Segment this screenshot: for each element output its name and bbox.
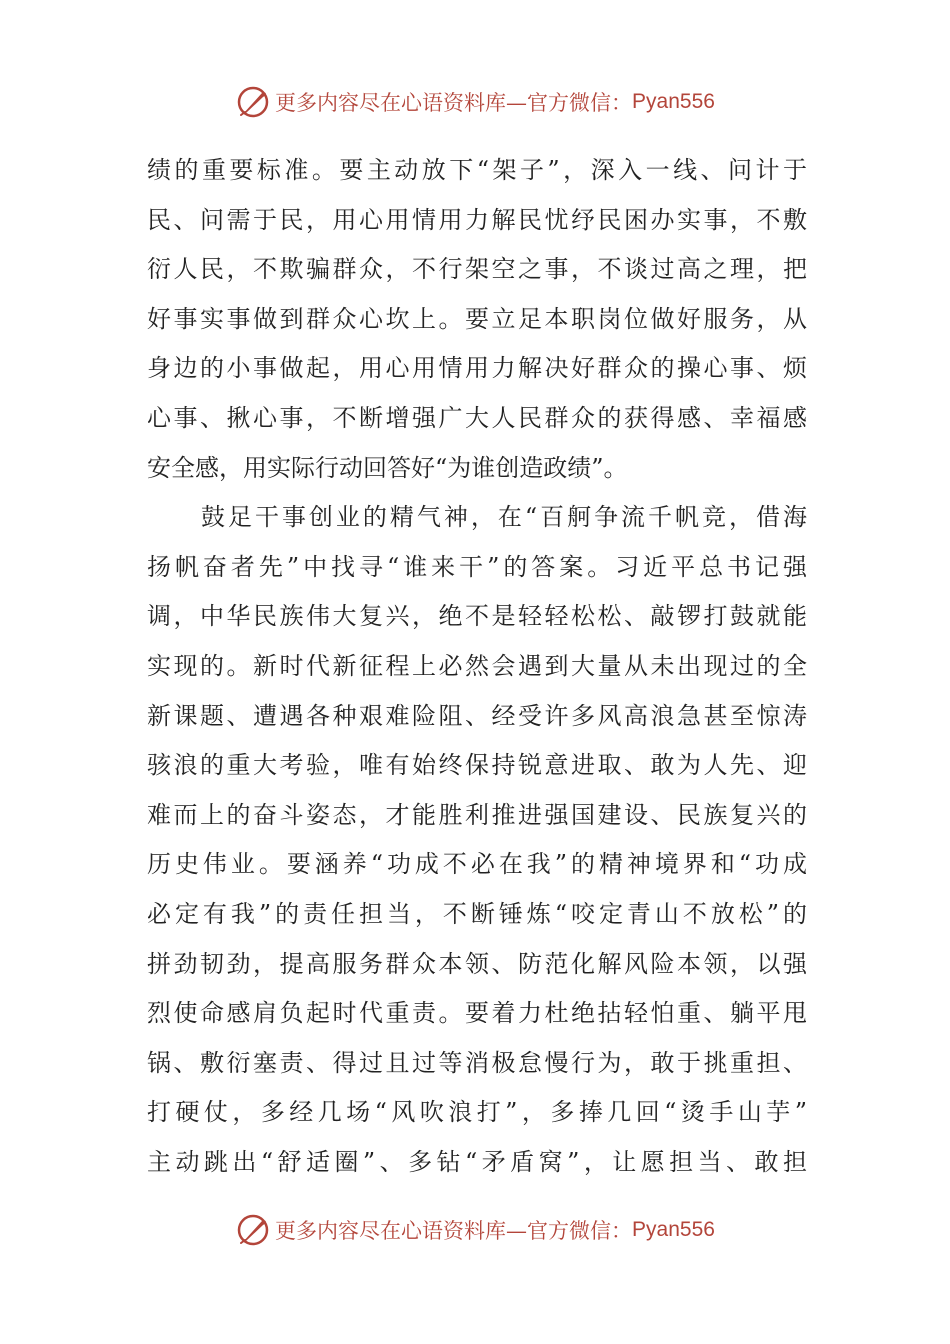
wechat-id: Pyan556 xyxy=(632,90,715,113)
text-line: 实现的。新时代新征程上必然会遇到大量从未出现过的全 xyxy=(147,651,807,680)
wechat-id: Pyan556 xyxy=(632,1218,715,1241)
text-line: 心事、揪心事，不断增强广大人民群众的获得感、幸福感 xyxy=(147,403,807,432)
banner-text: 更多内容尽在心语资料库—官方微信： xyxy=(275,91,633,115)
text-line: 难而上的奋斗姿态，才能胜利推进强国建设、民族复兴的 xyxy=(147,800,807,829)
text-line: 主动跳出“舒适圈”、多钻“矛盾窝”，让愿担当、敢担 xyxy=(147,1147,807,1176)
body-text xyxy=(147,146,807,1187)
text-line: 打硬仗，多经几场“风吹浪打”，多捧几回“烫手山芋” xyxy=(147,1098,807,1127)
text-line: 拼劲韧劲，提高服务群众本领、防范化解风险本领，以强 xyxy=(147,949,807,978)
text-line: 调，中华民族伟大复兴，绝不是轻轻松松、敲锣打鼓就能 xyxy=(147,602,807,631)
text-line: 绩的重要标准。要主动放下“架子”，深入一线、问计于 xyxy=(147,156,807,184)
text-line: 衍人民，不欺骗群众，不行架空之事，不谈过高之理，把 xyxy=(147,255,807,284)
pen-feather-logo-icon xyxy=(235,84,271,120)
text-line: 锅、敷衍塞责、得过且过等消极怠慢行为，敢于挑重担、 xyxy=(147,1048,807,1077)
pen-feather-logo-icon xyxy=(235,1212,271,1248)
header-banner xyxy=(0,82,950,122)
text-line: 扬帆奋者先”中找寻“谁来干”的答案。习近平总书记强 xyxy=(147,552,807,581)
text-line: 历史伟业。要涵养“功成不必在我”的精神境界和“功成 xyxy=(147,850,807,879)
banner-text: 更多内容尽在心语资料库—官方微信： xyxy=(275,1219,633,1243)
text-line: 身边的小事做起，用心用情用力解决好群众的操心事、烦 xyxy=(147,354,807,383)
text-line: 好事实事做到群众心坎上。要立足本职岗位做好服务，从 xyxy=(147,304,807,333)
text-line: 安全感，用实际行动回答好“为谁创造政绩”。 xyxy=(147,453,628,482)
text-line: 新课题、遭遇各种艰难险阻、经受许多风高浪急甚至惊涛 xyxy=(147,701,807,730)
text-line: 骇浪的重大考验，唯有始终保持锐意进取、敢为人先、迎 xyxy=(147,751,807,780)
footer-banner xyxy=(0,1210,950,1250)
text-line: 鼓足干事创业的精气神，在“百舸争流千帆竞，借海 xyxy=(147,503,807,532)
text-line: 烈使命感肩负起时代重责。要着力杜绝拈轻怕重、躺平甩 xyxy=(147,999,807,1028)
text-line: 必定有我”的责任担当，不断锤炼“咬定青山不放松”的 xyxy=(147,899,807,928)
text-line: 民、问需于民，用心用情用力解民忧纾民困办实事，不敷 xyxy=(147,205,807,234)
